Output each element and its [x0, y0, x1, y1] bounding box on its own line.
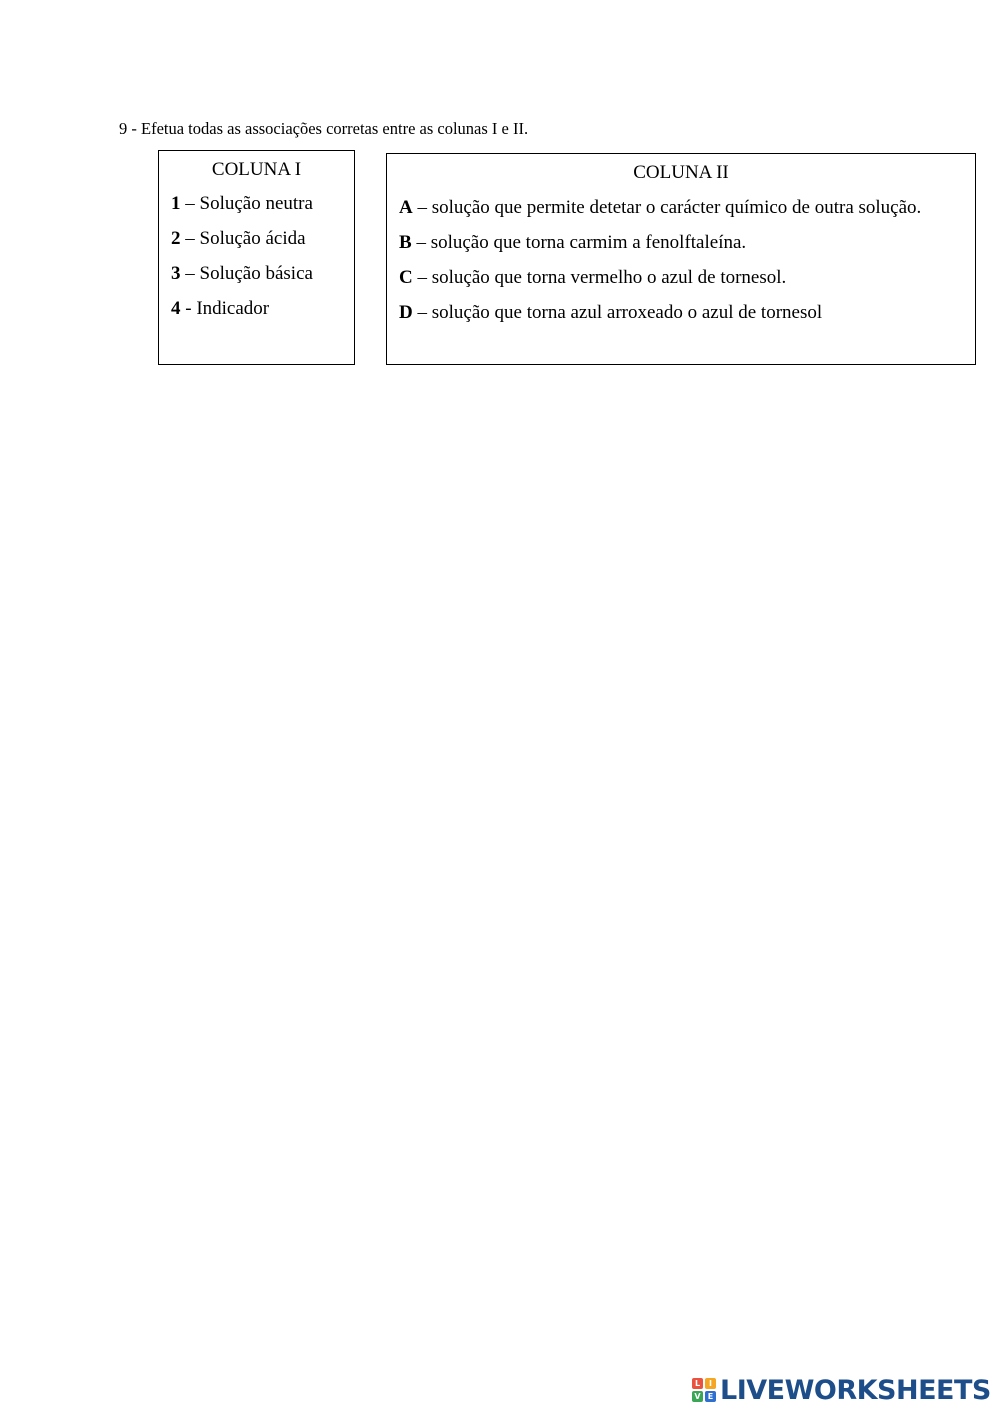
column-2-box — [386, 153, 976, 365]
column-2-item: A – solução que permite detetar o carácter químico de outra solução. — [399, 197, 922, 218]
column-1-title: COLUNA I — [211, 159, 302, 180]
logo-cell: V — [692, 1391, 703, 1402]
column-1-item: 1 – Solução neutra — [171, 193, 313, 214]
logo-cell: E — [705, 1391, 716, 1402]
column-2-item: C – solução que torna vermelho o azul de tornesol. — [399, 267, 787, 288]
column-2-item: B – solução que torna carmim a fenolftaleína. — [399, 232, 747, 253]
column-1-item: 2 – Solução ácida — [171, 228, 306, 249]
column-1-box — [158, 150, 355, 365]
logo-cell: L — [692, 1378, 703, 1389]
question-text: 9 - Efetua todas as associações corretas entre as colunas I e II. — [119, 119, 529, 138]
column-1-item: 4 - Indicador — [171, 298, 270, 319]
logo-icon — [692, 1378, 716, 1402]
liveworksheets-logo — [692, 1374, 991, 1406]
column-2-title: COLUNA II — [633, 162, 729, 183]
column-2-item: D – solução que torna azul arroxeado o azul de tornesol — [399, 302, 823, 323]
column-1-item: 3 – Solução básica — [171, 263, 313, 284]
logo-cell: I — [705, 1378, 716, 1389]
logo-text: LIVEWORKSHEETS — [720, 1374, 991, 1406]
